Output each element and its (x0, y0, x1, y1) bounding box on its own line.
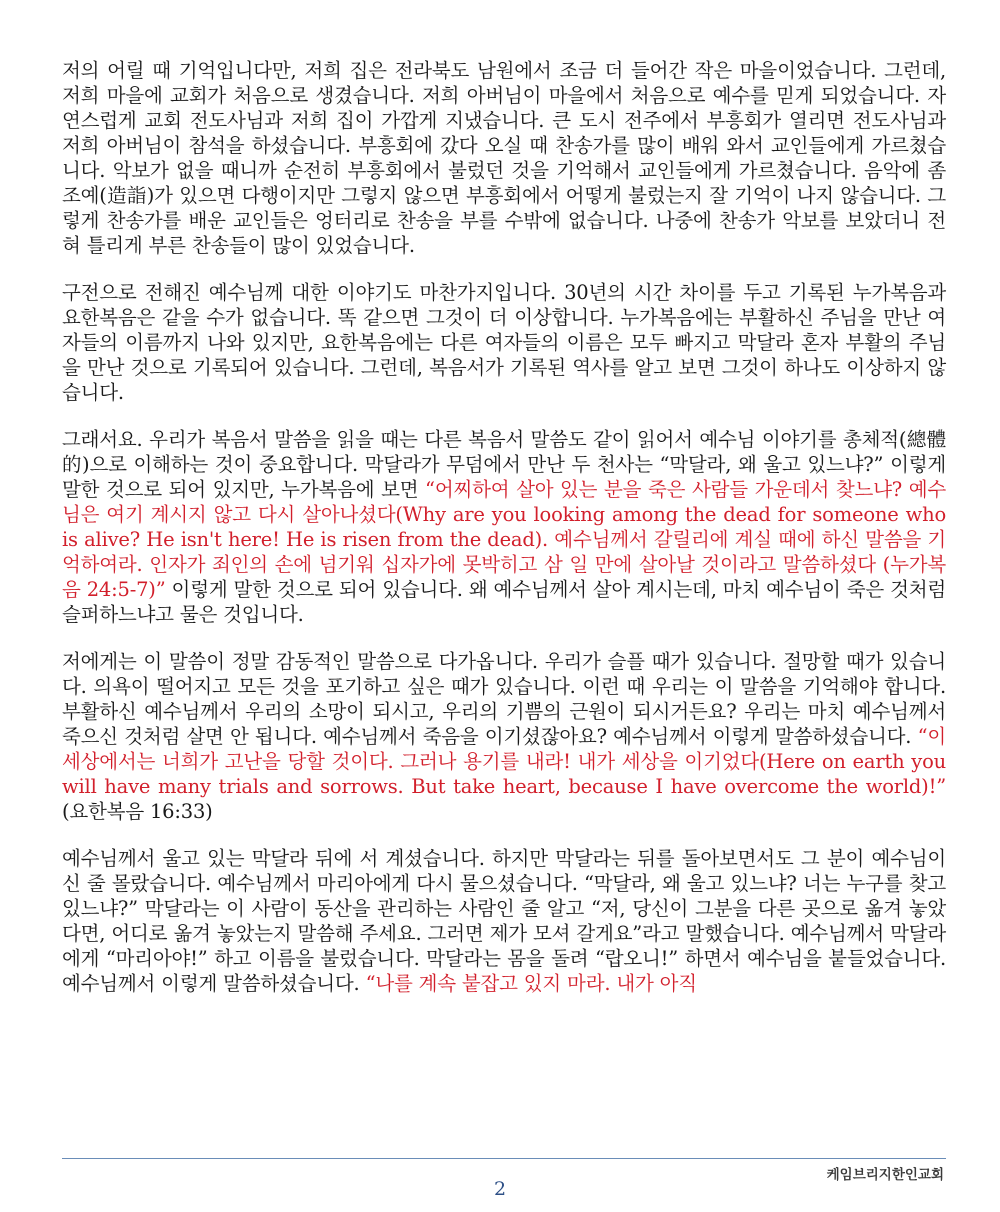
scripture-quote-luke: “어찌하여 살아 있는 분을 죽은 사람들 가운데서 찾느냐? 예수님은 여기 계시지 않고 다시 살아나셨다(Why are you looking among the dead for someone who is alive? He isn't here! He is risen from the dead). 예수님께서 갈릴리에 계실 때에 하신 말씀을 기억하여라. 인자가 죄인의 손에 넘기워 십자가에 못박히고 삼 일 만에 살아날 것이라고 말씀하셨다 (누가복음 24:5-7)” (62, 478, 946, 601)
paragraph-1-text: 저의 어릴 때 기억입니다만, 저희 집은 전라북도 남원에서 조금 더 들어간 작은 마을이었습니다. 그런데, 저희 마을에 교회가 처음으로 생겼습니다. 저희 아버님이 마을에서 처음으로 예수를 믿게 되었습니다. 자연스럽게 교회 전도사님과 저희 집이 가깝게 지냈습니다. 큰 도시 전주에서 부흥회가 열리면 전도사님과 저희 아버님이 참석을 하셨습니다. 부흥회에 갔다 오실 때 찬송가를 많이 배워 와서 교인들에게 가르쳤습니다. 악보가 없을 때니까 순전히 부흥회에서 불렀던 것을 기억해서 교인들에게 가르쳤습니다. 음악에 좀 조예(造詣)가 있으면 다행이지만 그렇지 않으면 부흥회에서 어떻게 불렀는지 잘 기억이 나지 않습니다. 그렇게 찬송가를 배운 교인들은 엉터리로 찬송을 부를 수밖에 없습니다. 나중에 찬송가 악보를 보았더니 전혀 틀리게 부른 찬송들이 많이 있었습니다. (62, 59, 946, 257)
paragraph-3-text-b: 이렇게 말한 것으로 되어 있습니다. 왜 예수님께서 살아 계시는데, 마치 예수님이 죽은 것처럼 슬퍼하느냐고 물은 것입니다. (62, 578, 946, 626)
paragraph-1 (62, 58, 946, 258)
scripture-quote-john-20: “나를 계속 붙잡고 있지 마라. 내가 아직 (365, 972, 697, 995)
paragraph-3 (62, 427, 946, 627)
page-number: 2 (493, 1178, 507, 1200)
paragraph-4-text-b: (요한복음 16:33) (62, 800, 213, 823)
footer-divider (62, 1158, 946, 1159)
paragraph-2-text: 구전으로 전해진 예수님께 대한 이야기도 마찬가지입니다. 30년의 시간 차이를 두고 기록된 누가복음과 요한복음은 같을 수가 없습니다. 똑 같으면 그것이 더 이상합니다. 누가복음에는 부활하신 주님을 만난 여자들의 이름까지 나와 있지만, 요한복음에는 다른 여자들의 이름은 모두 빠지고 막달라 혼자 부활의 주님을 만난 것으로 기록되어 있습니다. 그런데, 복음서가 기록된 역사를 알고 보면 그것이 하나도 이상하지 않습니다. (62, 281, 946, 404)
paragraph-4-text-a: 저에게는 이 말씀이 정말 감동적인 말씀으로 다가옵니다. 우리가 슬플 때가 있습니다. 절망할 때가 있습니다. 의욕이 떨어지고 모든 것을 포기하고 싶은 때가 있습니다. 이런 때 우리는 이 말씀을 기억해야 합니다. 부활하신 예수님께서 우리의 소망이 되시고, 우리의 기쁨의 근원이 되시거든요? 우리는 마치 예수님께서 죽으신 것처럼 살면 안 됩니다. 예수님께서 죽음을 이기셨잖아요? 예수님께서 이렇게 말씀하셨습니다. (62, 650, 946, 748)
paragraph-4 (62, 649, 946, 824)
paragraph-3-text-a: 그래서요. 우리가 복음서 말씀을 읽을 때는 다른 복음서 말씀도 같이 읽어서 예수님 이야기를 총체적(總體的)으로 이해하는 것이 중요합니다. 막달라가 무덤에서 만난 두 천사는 “막달라, 왜 울고 있느냐?” 이렇게 말한 것으로 되어 있지만, 누가복음에 보면 (62, 428, 946, 501)
paragraph-2 (62, 280, 946, 405)
paragraph-5 (62, 846, 946, 996)
document-body (62, 58, 946, 1018)
footer-church-name: 케임브리지한인교회 (826, 1167, 944, 1183)
scripture-quote-john: “이 세상에서는 너희가 고난을 당할 것이다. 그러나 용기를 내라! 내가 세상을 이기었다(Here on earth you will have many trials and sorrows. But take heart, because I have overcome the world)!” (62, 725, 946, 798)
paragraph-5-text-a: 예수님께서 울고 있는 막달라 뒤에 서 계셨습니다. 하지만 막달라는 뒤를 돌아보면서도 그 분이 예수님이신 줄 몰랐습니다. 예수님께서 마리아에게 다시 물으셨습니다. “막달라, 왜 울고 있느냐? 너는 누구를 찾고 있느냐?” 막달라는 이 사람이 동산을 관리하는 사람인 줄 알고 “저, 당신이 그분을 다른 곳으로 옮겨 놓았다면, 어디로 옮겨 놓았는지 말씀해 주세요. 그러면 제가 모셔 갈게요”라고 말했습니다. 예수님께서 막달라에게 “마리아야!” 하고 이름을 불렀습니다. 막달라는 몸을 돌려 “랍오니!” 하면서 예수님을 붙들었습니다. 예수님께서 이렇게 말씀하셨습니다. (62, 847, 946, 995)
